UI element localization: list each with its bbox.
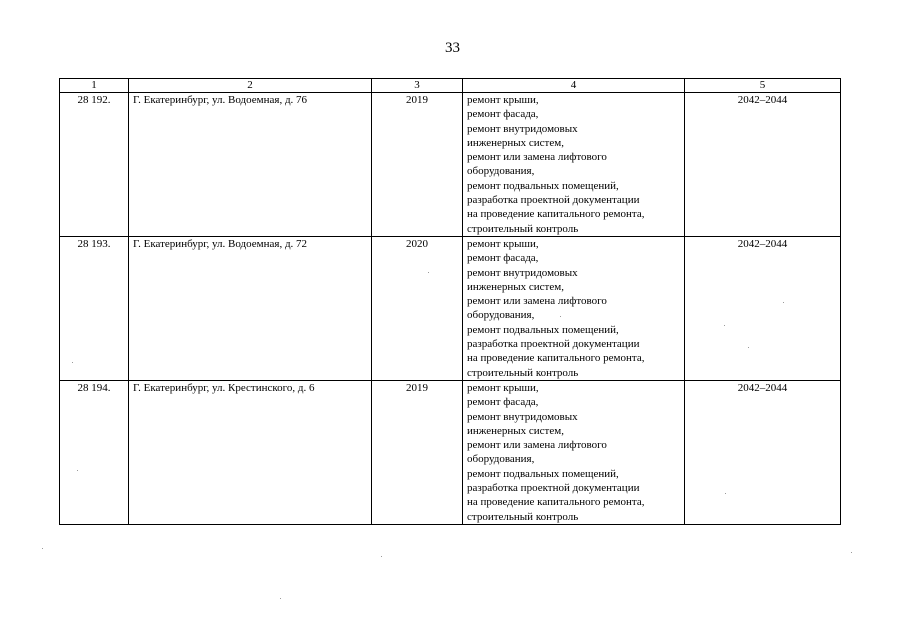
- table-body: [60, 93, 841, 525]
- work-item: ремонт крыши,: [467, 94, 539, 106]
- period-cell: 2042–2044: [685, 380, 841, 524]
- work-item: ремонт или замена лифтового: [467, 151, 607, 164]
- work-item: на проведение капитального ремонта,: [467, 496, 645, 509]
- row-number-cell: 28 194.: [60, 380, 129, 524]
- work-item: ремонт крыши,: [467, 237, 539, 250]
- table-row: [60, 93, 841, 237]
- work-item: строительный контроль: [467, 366, 579, 379]
- work-item: инженерных систем,: [467, 136, 564, 149]
- work-item: инженерных систем,: [467, 424, 564, 437]
- scan-speck: [77, 470, 78, 471]
- column-number-row: [60, 79, 841, 93]
- work-item: ремонт внутридомовых: [467, 122, 578, 135]
- work-item: ремонт подвальных помещений,: [467, 323, 619, 336]
- works-cell: [463, 236, 685, 380]
- work-item: разработка проектной документации: [467, 194, 640, 207]
- scan-speck: [72, 362, 73, 363]
- page-number: 33: [445, 40, 460, 56]
- work-item: строительный контроль: [467, 222, 579, 235]
- work-item: ремонт фасада,: [467, 396, 539, 409]
- column-header-4: 4: [463, 79, 685, 93]
- work-item: ремонт подвальных помещений,: [467, 467, 619, 480]
- column-header-2: 2: [129, 79, 372, 93]
- scan-speck: [280, 598, 281, 599]
- work-item: ремонт или замена лифтового: [467, 439, 607, 452]
- period-cell: 2042–2044: [685, 93, 841, 237]
- work-item: оборудования,: [467, 453, 535, 466]
- year-cell: 2019: [372, 93, 463, 237]
- work-item: разработка проектной документации: [467, 482, 640, 495]
- table-row: [60, 380, 841, 524]
- work-item: оборудования,: [467, 309, 535, 322]
- row-number-cell: 28 193.: [60, 236, 129, 380]
- scan-speck: [724, 325, 725, 326]
- scan-speck: [725, 493, 726, 494]
- column-header-5: 5: [685, 79, 841, 93]
- work-item: ремонт крыши,: [467, 381, 539, 394]
- work-item: ремонт внутридомовых: [467, 266, 578, 279]
- year-cell: 2019: [372, 380, 463, 524]
- work-item: разработка проектной документации: [467, 338, 640, 351]
- scan-speck: [428, 272, 429, 273]
- column-header-1: 1: [60, 79, 129, 93]
- work-item: ремонт внутридомовых: [467, 410, 578, 423]
- work-item: ремонт фасада,: [467, 108, 539, 121]
- row-number-cell: 28 192.: [60, 93, 129, 237]
- scan-speck: [381, 556, 382, 557]
- work-item: ремонт или замена лифтового: [467, 295, 607, 308]
- work-item: инженерных систем,: [467, 280, 564, 293]
- work-item: оборудования,: [467, 165, 535, 178]
- table-row: [60, 236, 841, 380]
- address-cell: Г. Екатеринбург, ул. Водоемная, д. 76: [129, 93, 372, 237]
- column-header-3: 3: [372, 79, 463, 93]
- work-item: на проведение капитального ремонта,: [467, 352, 645, 365]
- work-item: ремонт фасада,: [467, 252, 539, 265]
- work-item: строительный контроль: [467, 510, 579, 523]
- capital-repair-table: [59, 78, 841, 525]
- scan-speck: [560, 316, 561, 317]
- address-cell: Г. Екатеринбург, ул. Водоемная, д. 72: [129, 236, 372, 380]
- scan-speck: [748, 347, 749, 348]
- period-cell: 2042–2044: [685, 236, 841, 380]
- works-cell: [463, 380, 685, 524]
- scan-speck: [42, 548, 43, 549]
- works-cell: [463, 93, 685, 237]
- work-item: ремонт подвальных помещений,: [467, 179, 619, 192]
- address-cell: Г. Екатеринбург, ул. Крестинского, д. 6: [129, 380, 372, 524]
- year-cell: 2020: [372, 236, 463, 380]
- scan-speck: [783, 302, 784, 303]
- work-item: на проведение капитального ремонта,: [467, 208, 645, 221]
- scan-speck: [851, 552, 852, 553]
